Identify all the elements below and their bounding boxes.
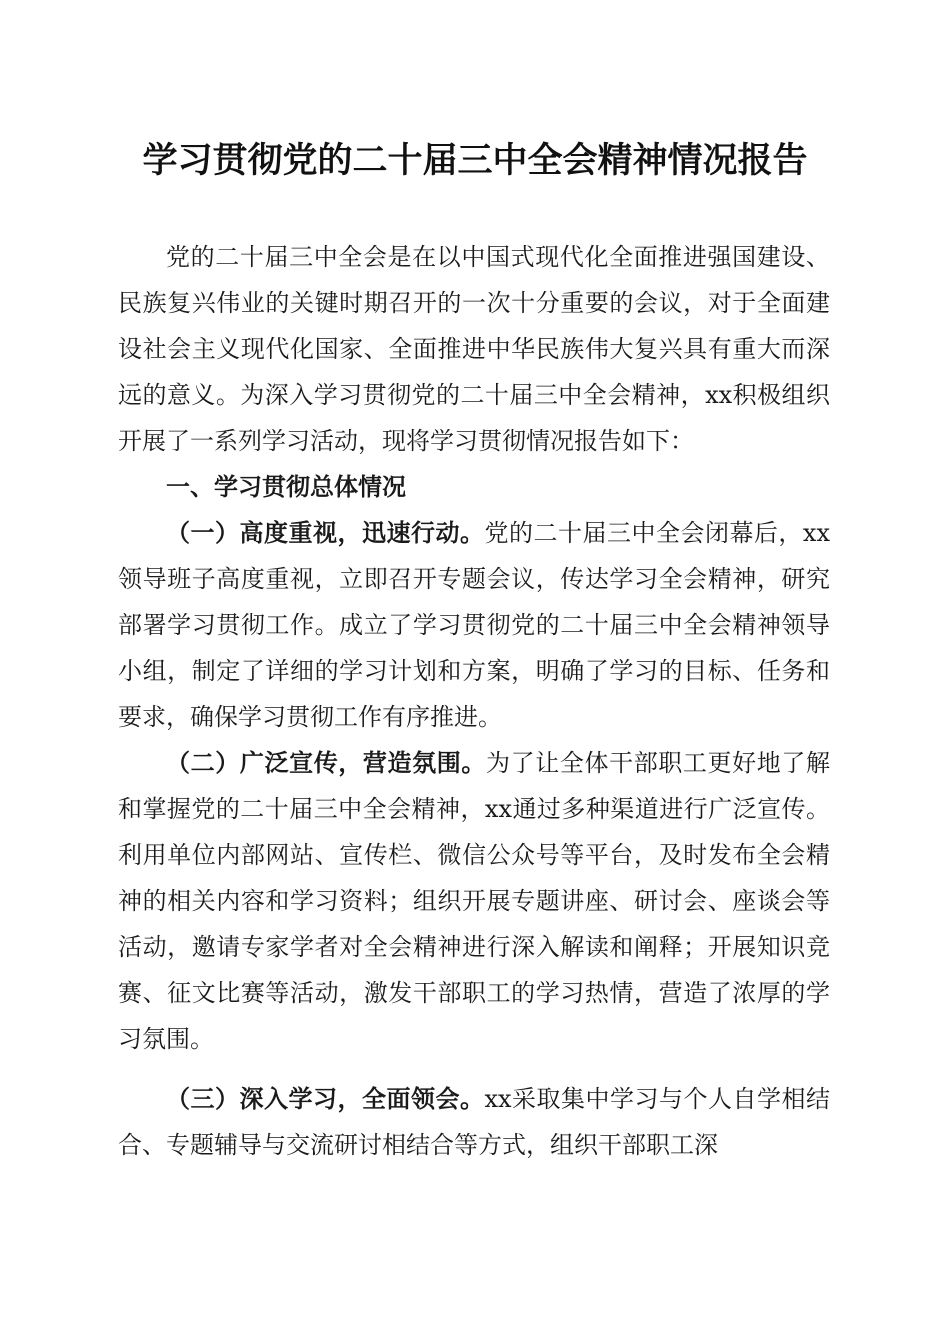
document-title: 学习贯彻党的二十届三中全会精神情况报告 — [142, 140, 808, 181]
item-paragraph-2 — [118, 740, 830, 1062]
paragraph-gap — [118, 1062, 830, 1076]
item-heading-1: （一）高度重视，迅速行动。 — [166, 518, 485, 547]
item-heading-3: （三）深入学习，全面领会。 — [166, 1084, 485, 1113]
item-heading-2: （二）广泛宣传，营造氛围。 — [166, 748, 486, 777]
item-text-3: xx采取集中学习与个人自学相结合、专题辅导与交流研讨相结合等方式，组织干部职工深 — [118, 1085, 830, 1159]
intro-paragraph: 党的二十届三中全会是在以中国式现代化全面推进强国建设、民族复兴伟业的关键时期召开的一次十分重要的会议，对于全面建设社会主义现代化国家、全面推进中华民族伟大复兴具有重大而深远的意义。为深入学习贯彻党的二十届三中全会精神，xx积极组织开展了一系列学习活动，现将学习贯彻情况报告如下： — [118, 243, 830, 455]
item-paragraph-3 — [118, 1076, 830, 1168]
item-text-1: 党的二十届三中全会闭幕后，xx领导班子高度重视，立即召开专题会议，传达学习全会精神，研究部署学习贯彻工作。成立了学习贯彻党的二十届三中全会精神领导小组，制定了详细的学习计划和方案，明确了学习的目标、任务和要求，确保学习贯彻工作有序推进。 — [118, 519, 830, 731]
document-body — [118, 234, 830, 1168]
item-text-2: 为了让全体干部职工更好地了解和掌握党的二十届三中全会精神，xx通过多种渠道进行广泛宣传。利用单位内部网站、宣传栏、微信公众号等平台，及时发布全会精神的相关内容和学习资料；组织开展专题讲座、研讨会、座谈会等活动，邀请专家学者对全会精神进行深入解读和阐释；开展知识竞赛、征文比赛等活动，激发干部职工的学习热情，营造了浓厚的学习氛围。 — [118, 749, 830, 1053]
item-paragraph-1 — [118, 510, 830, 740]
section-heading: 一、学习贯彻总体情况 — [166, 473, 406, 501]
